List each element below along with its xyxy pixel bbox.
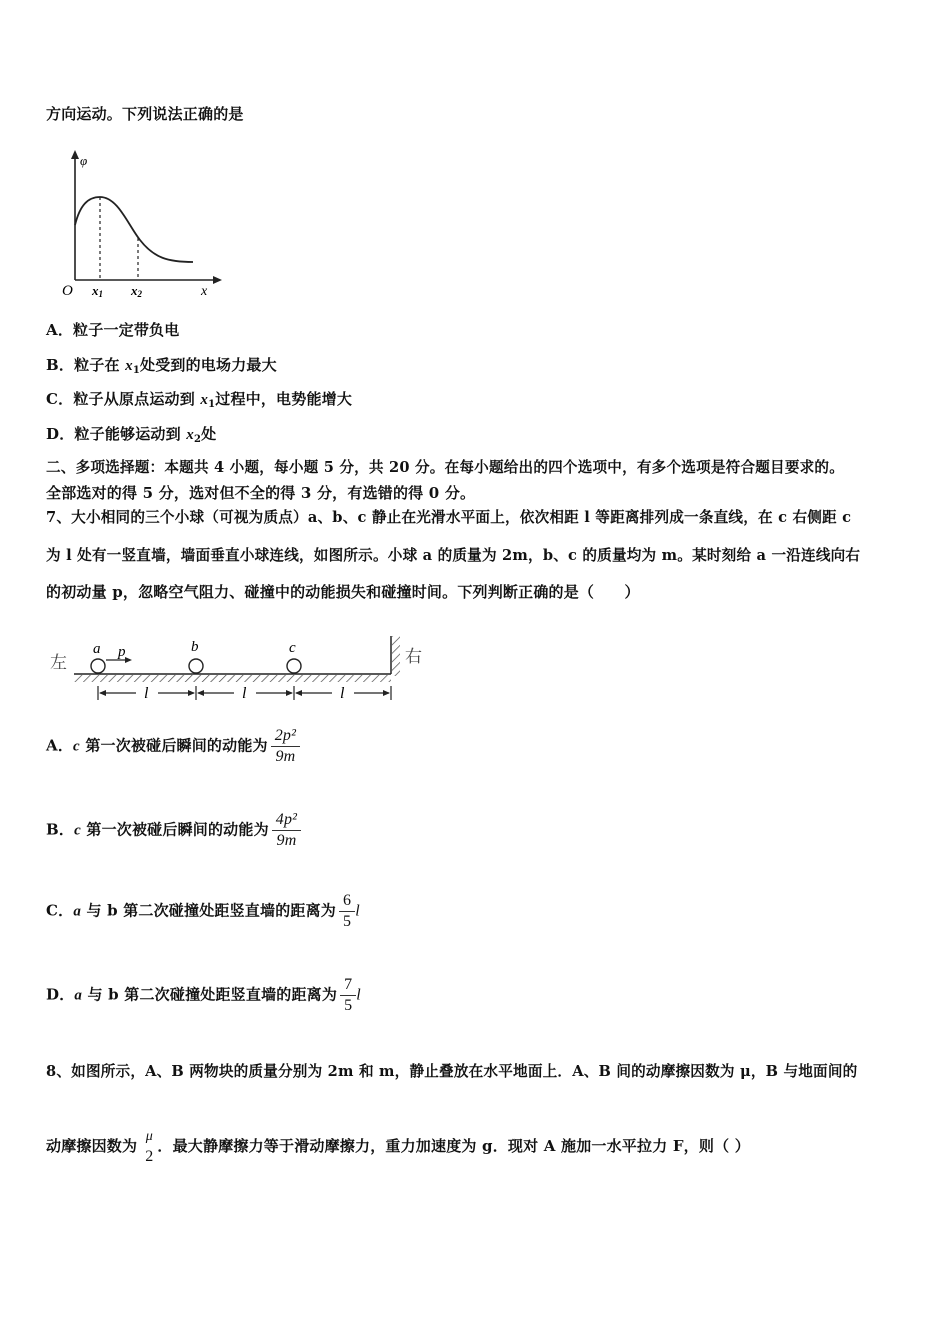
momentum-label: p <box>118 644 126 660</box>
q8-line2: 动摩擦因数为 μ 2 ．最大静摩擦力等于滑动摩擦力，重力加速度为 g．现对 A 施加一水平拉力 F，则（ ） <box>46 1129 750 1165</box>
left-label: 左 <box>50 653 67 672</box>
q7-option-b: B．c 第一次被碰后瞬间的动能为 $\frac{\text{4p²}}{9m}$ <box>46 810 301 851</box>
x-axis-label: x <box>201 284 208 299</box>
q7-line1: 7、大小相同的三个小球（可视为质点）a、b、c 静止在光滑水平面上，依次相距 l 等距离排列成一条直线，在 c 右侧距 c <box>46 509 852 526</box>
ball-diagram <box>48 632 438 712</box>
ball-c <box>287 659 301 673</box>
x2-tick-label: x2 <box>131 283 142 299</box>
y-axis-arrow <box>71 150 79 159</box>
potential-curve <box>75 197 193 262</box>
q7-option-c-fraction: $\frac{6}{5}$ <box>339 891 355 932</box>
right-label: 右 <box>405 647 422 666</box>
dim-arrow-3b <box>383 690 390 696</box>
intro-text: 方向运动。下列说法正确的是 <box>46 105 244 123</box>
momentum-arrowhead <box>125 657 132 663</box>
dim-arrow-3a <box>295 690 302 696</box>
ball-b-label: b <box>191 639 199 655</box>
ground-hatching <box>74 675 391 682</box>
q6-option-d: D．粒子能够运动到 $x_2$处 <box>46 425 217 445</box>
wall-hatching <box>392 636 400 676</box>
spacing-label-3: l <box>340 685 345 702</box>
q6-option-a: A．粒子一定带负电 <box>46 321 180 339</box>
x1-tick-label: x1 <box>92 283 103 299</box>
spacing-label-1: l <box>144 685 149 702</box>
y-axis-label: φ <box>80 153 88 168</box>
q7-option-a: A．c 第一次被碰后瞬间的动能为 $\frac{\text{2p²}}{9m}$ <box>46 726 300 767</box>
q7-option-a-fraction: $\frac{\text{2p²}}{9m}$ <box>271 726 300 767</box>
dim-arrow-2a <box>197 690 204 696</box>
potential-graph <box>58 145 248 300</box>
dim-arrow-1a <box>99 690 106 696</box>
section2-line1: 二、多项选择题：本题共 4 小题，每小题 5 分，共 20 分。在每小题给出的四个选项中，有多个选项是符合题目要求的。 <box>46 459 844 476</box>
q6-option-b: B．粒子在 $x_1$处受到的电场力最大 <box>46 356 277 376</box>
q8-fraction: μ 2 <box>145 1129 154 1165</box>
q7-line2: 为 l 处有一竖直墙，墙面垂直小球连线，如图所示。小球 a 的质量为 2m，b、c 的质量均为 m。某时刻给 a 一沿连线向右 <box>46 547 861 564</box>
section2-line2: 全部选对的得 5 分，选对但不全的得 3 分，有选错的得 0 分。 <box>46 484 476 502</box>
q7-option-d: D．a 与 b 第二次碰撞处距竖直墙的距离为 $\frac{7}{5}$ l <box>46 976 361 1014</box>
q8-line1: 8、如图所示，A、B 两物块的质量分别为 2m 和 m，静止叠放在水平地面上．A、B 间的动摩擦因数为 μ，B 与地面间的 <box>46 1063 858 1080</box>
x-axis-arrow <box>213 276 222 284</box>
ball-a-label: a <box>93 641 101 657</box>
dim-arrow-2b <box>286 690 293 696</box>
q7-option-d-fraction: $\frac{7}{5}$ <box>340 975 356 1016</box>
q7-option-b-fraction: $\frac{\text{4p²}}{9m}$ <box>272 810 301 851</box>
q7-line3: 的初动量 p，忽略空气阻力、碰撞中的动能损失和碰撞时间。下列判断正确的是（ ） <box>46 583 640 601</box>
ball-b <box>189 659 203 673</box>
spacing-label-2: l <box>242 685 247 702</box>
dim-arrow-1b <box>188 690 195 696</box>
ball-a <box>91 659 105 673</box>
q7-option-c: C．a 与 b 第二次碰撞处距竖直墙的距离为 $\frac{6}{5}$ l <box>46 892 360 930</box>
origin-label: O <box>62 283 73 299</box>
ball-c-label: c <box>289 640 296 656</box>
q6-option-c: C．粒子从原点运动到 $x_1$过程中，电势能增大 <box>46 390 353 410</box>
